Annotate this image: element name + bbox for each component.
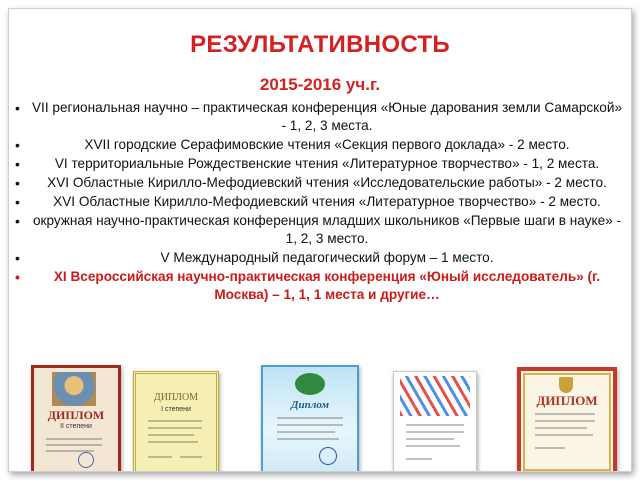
diploma-image-3 <box>261 365 359 472</box>
diploma-caption: Диплом <box>290 399 329 411</box>
list-item: • VII региональная научно – практическая конференция «Юные дарования земли Самарской» - 1, 2, 3 места. <box>13 99 629 135</box>
list-item: • V Международный педагогический форум – 1 место. <box>13 249 629 267</box>
stamp-icon <box>78 452 94 468</box>
slide-title: РЕЗУЛЬТАТИВНОСТЬ <box>190 31 450 58</box>
diploma-image-1 <box>31 365 121 472</box>
conference-emblem-icon <box>295 373 325 395</box>
coat-of-arms-icon <box>559 377 573 393</box>
diploma-image-4 <box>393 371 477 472</box>
ribbon-decoration-icon <box>400 376 470 416</box>
diploma-caption: ДИПЛОМ <box>536 393 598 408</box>
slide-subtitle: 2015-2016 уч.г. <box>259 75 381 94</box>
diploma-caption: ДИПЛОМ <box>153 392 199 403</box>
diploma-subcaption: I степени <box>161 406 191 413</box>
list-item: • окружная научно-практическая конференция младших школьников «Первые шаги в науке» - 1, 2, 3 место. <box>13 212 629 248</box>
list-item: • XVII городские Серафимовские чтения «Секция первого доклада» - 2 место. <box>13 136 629 154</box>
diploma-gallery <box>9 361 631 471</box>
list-item: • XVI Областные Кирилло-Мефодиевский чтения «Исследовательские работы» - 2 место. <box>13 174 629 192</box>
diploma-subcaption: II степени <box>60 423 92 430</box>
achievements-list <box>13 99 629 305</box>
list-item-highlight: • XI Всероссийская научно-практическая конференция «Юный исследователь» (г. Москва) – 1, 1, 1 места и другие… <box>13 268 629 304</box>
list-item: • VI территориальные Рождественские чтения «Литературное творчество» - 1, 2 места. <box>13 155 629 173</box>
stamp-icon <box>319 447 337 465</box>
diploma-image-2 <box>133 371 219 472</box>
list-item: • XVI Областные Кирилло-Мефодиевский чтения «Литературное творчество» - 2 место. <box>13 193 629 211</box>
saint-portrait-icon <box>52 372 96 406</box>
slide-frame <box>8 8 632 472</box>
diploma-image-5 <box>517 367 617 472</box>
diploma-caption: ДИПЛОМ <box>47 408 105 422</box>
